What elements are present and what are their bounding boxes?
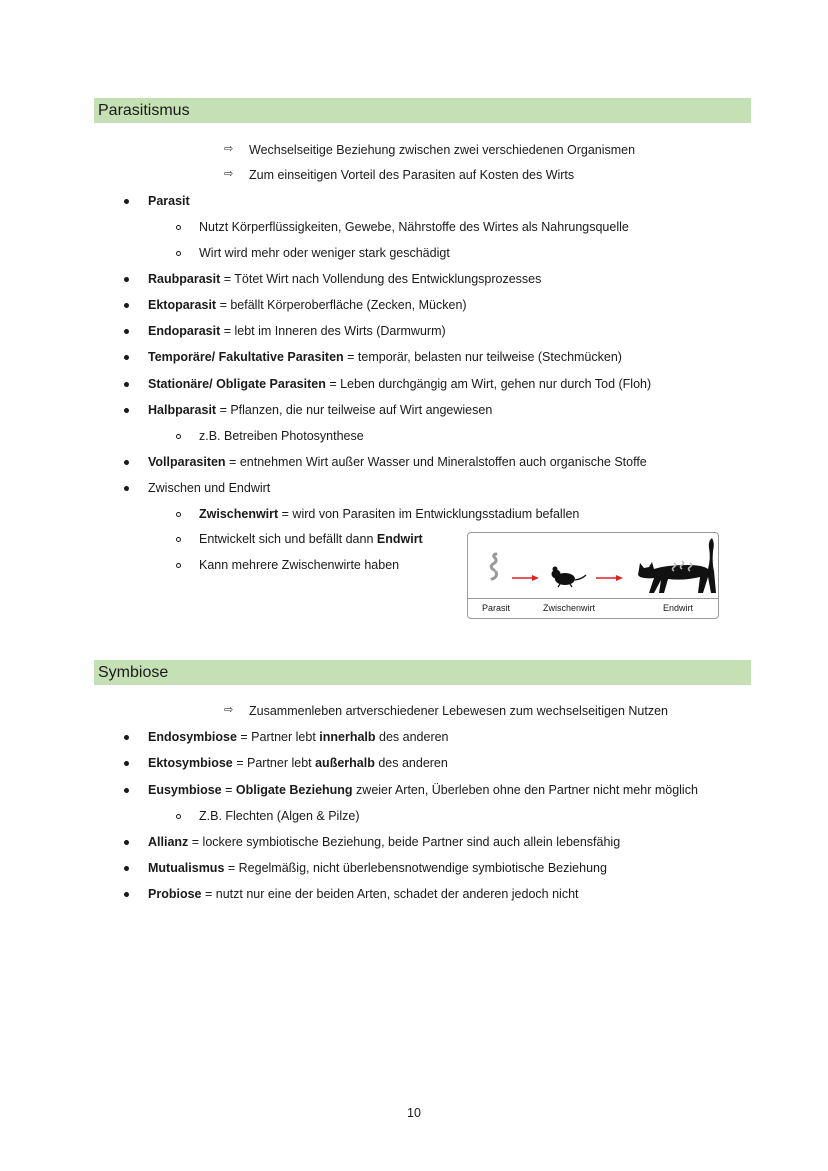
sub-list-item: Entwickelt sich und befällt dann Endwirt [199, 532, 423, 546]
section-header-symbiose: Symbiose [94, 660, 751, 685]
caption-zwischenwirt: Zwischenwirt [543, 603, 596, 613]
bullet-icon [124, 486, 129, 491]
arrow-icon: ⇨ [224, 704, 234, 716]
arrow-icon: ⇨ [224, 168, 234, 180]
sub-list-item: Z.B. Flechten (Algen & Pilze) [199, 809, 360, 823]
bullet-icon [124, 735, 129, 740]
bullet-icon [124, 329, 129, 334]
list-item-allianz: Allianz = lockere symbiotische Beziehung, beide Partner sind auch allein lebensfähig [148, 835, 621, 849]
cat-icon [638, 538, 716, 593]
bullet-icon [124, 355, 129, 360]
worm-icon [491, 554, 496, 579]
list-item-probiose: Probiose = nutzt nur eine der beiden Arten, schadet der anderen jedoch nicht [148, 887, 579, 901]
sub-bullet-icon [176, 434, 181, 439]
bullet-icon [124, 460, 129, 465]
bullet-icon [124, 840, 129, 845]
caption-endwirt: Endwirt [663, 603, 694, 613]
caption-parasit: Parasit [482, 603, 511, 613]
life-cycle-figure [467, 532, 719, 619]
list-item-temporaere-parasiten: Temporäre/ Fakultative Parasiten = temporär, belasten nur teilweise (Stechmücken) [148, 350, 622, 364]
sub-list-item: z.B. Betreiben Photosynthese [199, 429, 364, 443]
bullet-icon [124, 408, 129, 413]
bullet-icon [124, 866, 129, 871]
life-cycle-illustration [468, 533, 718, 597]
section-header-parasitismus: Parasitismus [94, 98, 751, 123]
bullet-icon [124, 788, 129, 793]
sub-list-item: Kann mehrere Zwischenwirte haben [199, 558, 400, 572]
list-item-mutualismus: Mutualismus = Regelmäßig, nicht überlebensnotwendige symbiotische Beziehung [148, 861, 607, 875]
bullet-icon [124, 303, 129, 308]
figure-divider [468, 598, 718, 599]
bullet-icon [124, 892, 129, 897]
bullet-icon [124, 277, 129, 282]
arrow-text: Wechselseitige Beziehung zwischen zwei verschiedenen Organismen [249, 143, 636, 157]
sub-bullet-icon [176, 251, 181, 256]
bullet-icon [124, 199, 129, 204]
bullet-icon [124, 382, 129, 387]
list-item-halbparasit: Halbparasit = Pflanzen, die nur teilweise auf Wirt angewiesen [148, 403, 493, 417]
arrow-right-icon [596, 575, 623, 581]
sub-bullet-icon [176, 563, 181, 568]
bullet-icon [124, 761, 129, 766]
sub-list-item: Wirt wird mehr oder weniger stark geschädigt [199, 246, 450, 260]
list-item-endosymbiose: Endosymbiose = Partner lebt innerhalb des anderen [148, 730, 449, 744]
list-item-parasit: Parasit [148, 194, 190, 208]
sub-bullet-icon [176, 537, 181, 542]
list-item-raubparasit: Raubparasit = Tötet Wirt nach Vollendung des Entwicklungsprozesses [148, 272, 542, 286]
sub-list-item: Nutzt Körperflüssigkeiten, Gewebe, Nährstoffe des Wirtes als Nahrungsquelle [199, 220, 629, 234]
list-item-ektoparasit: Ektoparasit = befällt Körperoberfläche (Zecken, Mücken) [148, 298, 467, 312]
mouse-icon [552, 567, 587, 588]
list-item-endoparasit: Endoparasit = lebt im Inneren des Wirts (Darmwurm) [148, 324, 446, 338]
arrow-text: Zusammenleben artverschiedener Lebewesen zum wechselseitigen Nutzen [249, 704, 668, 718]
list-item-vollparasiten: Vollparasiten = entnehmen Wirt außer Wasser und Mineralstoffen auch organische Stoffe [148, 455, 647, 469]
arrow-text: Zum einseitigen Vorteil des Parasiten auf Kosten des Wirts [249, 168, 575, 182]
arrow-right-icon [512, 575, 539, 581]
sub-list-item: Zwischenwirt = wird von Parasiten im Entwicklungsstadium befallen [199, 507, 580, 521]
page-number: 10 [407, 1106, 421, 1120]
sub-bullet-icon [176, 814, 181, 819]
list-item-zwischen-endwirt: Zwischen und Endwirt [148, 481, 271, 495]
list-item-ektosymbiose: Ektosymbiose = Partner lebt außerhalb des anderen [148, 756, 448, 770]
list-item-stationaere-parasiten: Stationäre/ Obligate Parasiten = Leben durchgängig am Wirt, gehen nur durch Tod (Floh) [148, 377, 652, 391]
sub-bullet-icon [176, 225, 181, 230]
list-item-eusymbiose: Eusymbiose = Obligate Beziehung zweier Arten, Überleben ohne den Partner nicht mehr möglich [148, 783, 698, 797]
arrow-icon: ⇨ [224, 143, 234, 155]
sub-bullet-icon [176, 512, 181, 517]
